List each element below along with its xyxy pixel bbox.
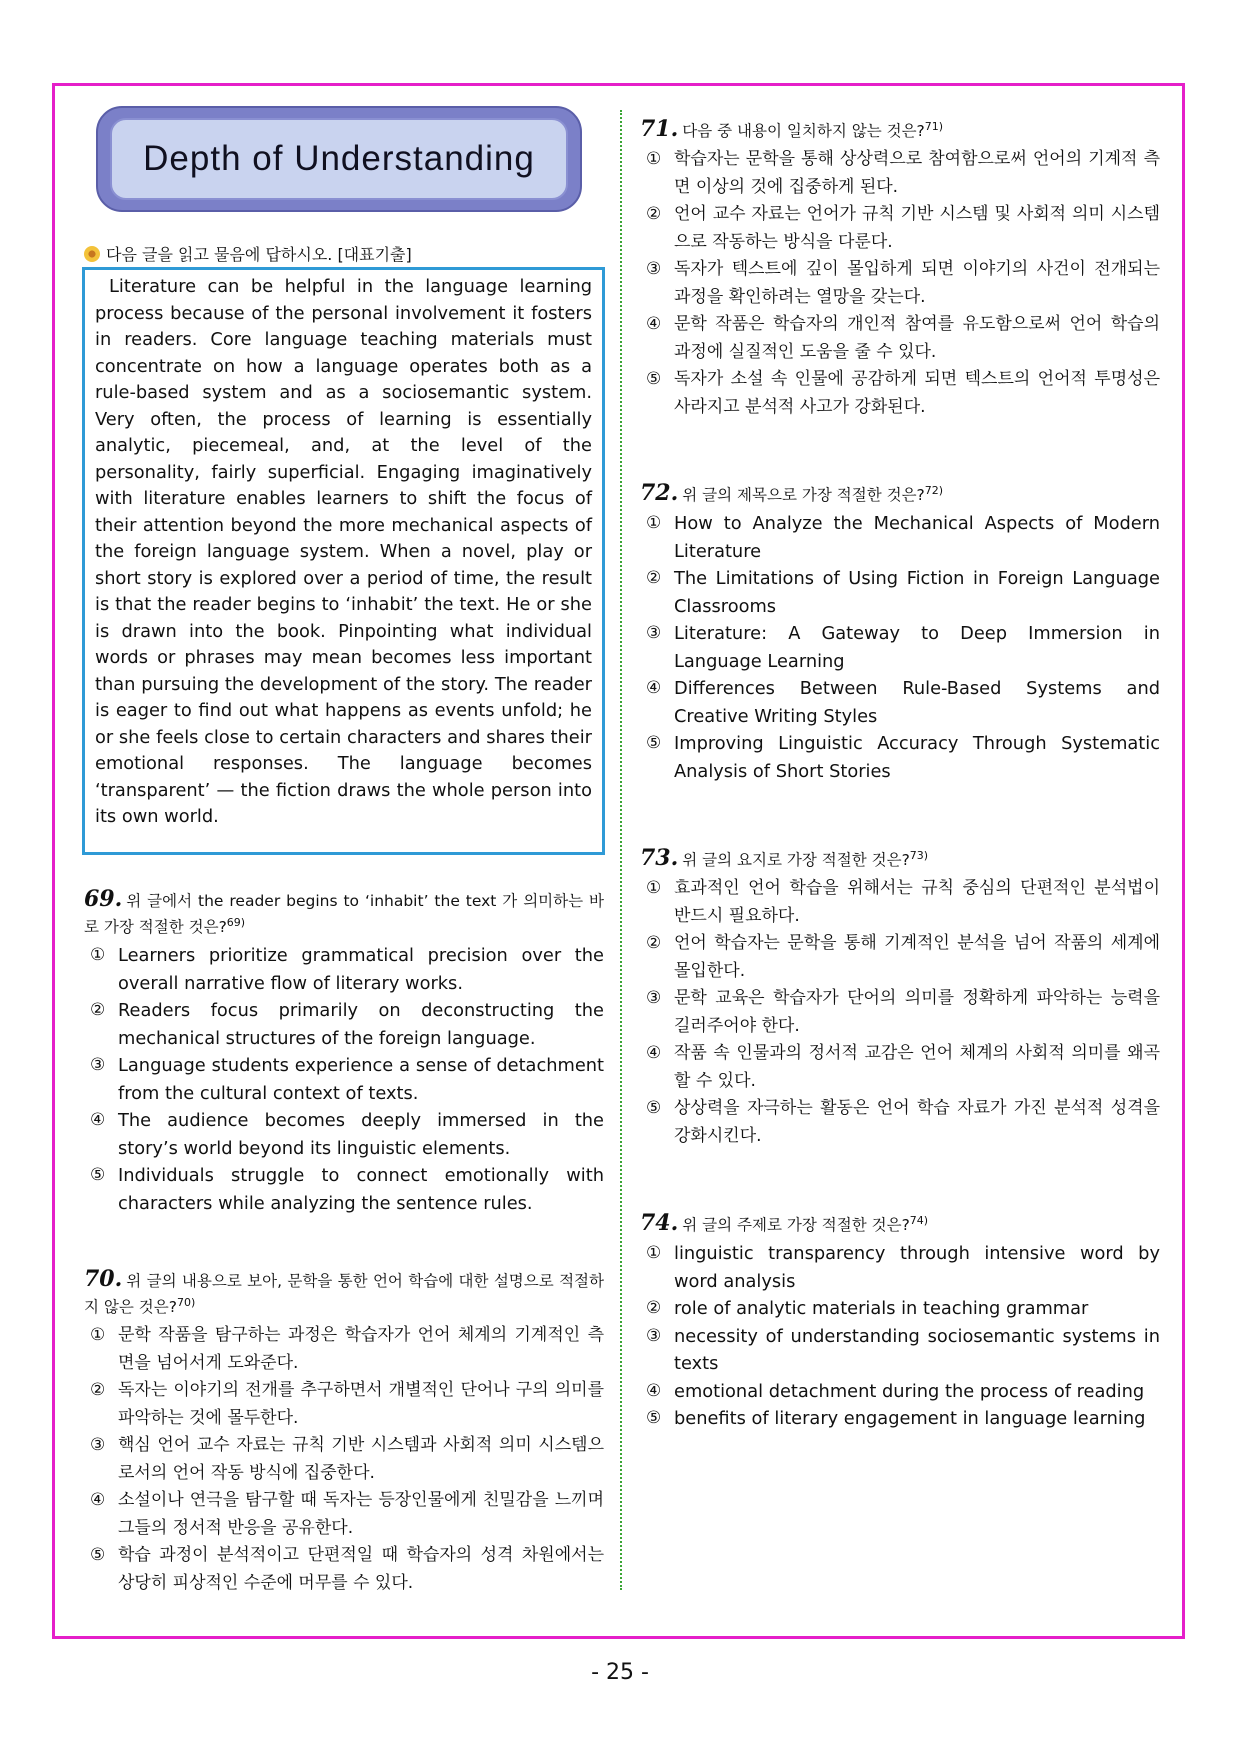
option-5[interactable]	[84, 1162, 604, 1217]
question-number: 73.	[640, 845, 679, 872]
option-mark: ⑤	[646, 369, 662, 390]
option-5[interactable]	[84, 1542, 604, 1597]
option-5[interactable]	[640, 730, 1160, 785]
option-text: 언어 교수 자료는 언어가 규칙 기반 시스템 및 사회적 의미 시스템으로 작동하는 방식을 다룬다.	[674, 204, 1160, 252]
option-mark: ③	[646, 259, 662, 280]
footnote-ref: 71)	[924, 120, 944, 133]
option-text: 효과적인 언어 학습을 위해서는 규칙 중심의 단편적인 분석법이 반드시 필요하다.	[674, 878, 1160, 926]
option-3[interactable]	[640, 1323, 1160, 1378]
instruction-text: 다음 글을 읽고 물음에 답하시오. [대표기출]	[106, 245, 412, 264]
flower-icon	[84, 246, 100, 262]
option-3[interactable]	[640, 985, 1160, 1040]
option-text: Differences Between Rule-Based Systems and Creative Writing Styles	[674, 678, 1160, 727]
option-2[interactable]	[640, 565, 1160, 620]
option-4[interactable]	[640, 1378, 1160, 1406]
options-list	[640, 510, 1160, 785]
option-4[interactable]	[84, 1487, 604, 1542]
question-71	[640, 116, 1160, 421]
option-mark: ②	[646, 204, 662, 225]
option-text: 상상력을 자극하는 활동은 언어 학습 자료가 가진 분석적 성격을 강화시킨다.	[674, 1098, 1160, 1146]
question-70	[84, 1268, 604, 1597]
option-text: Learners prioritize grammatical precision over the overall narrative flow of literary works.	[118, 945, 604, 994]
option-mark: ⑤	[90, 1545, 106, 1566]
question-73	[640, 845, 1160, 1150]
option-text: The audience becomes deeply immersed in the story’s world beyond its linguistic elements.	[118, 1110, 604, 1159]
question-number: 72.	[640, 480, 679, 507]
options-list	[640, 1240, 1160, 1433]
option-mark: ①	[646, 1243, 662, 1264]
option-text: 문학 작품을 탐구하는 과정은 학습자가 언어 체계의 기계적인 측면을 넘어서게 도와준다.	[118, 1325, 604, 1373]
options-list	[84, 1322, 604, 1597]
option-text: emotional detachment during the process of reading	[674, 1380, 1145, 1402]
footnote-ref: 73)	[909, 849, 929, 862]
option-text: 독자가 텍스트에 깊이 몰입하게 되면 이야기의 사건이 전개되는 과정을 확인하려는 열망을 갖는다.	[674, 259, 1160, 307]
option-1[interactable]	[640, 875, 1160, 930]
question-number: 69.	[84, 886, 123, 912]
option-5[interactable]	[640, 1405, 1160, 1433]
option-text: Literature: A Gateway to Deep Immersion in Language Learning	[674, 623, 1160, 672]
question-prompt: 다음 중 내용이 일치하지 않는 것은?	[682, 122, 925, 141]
option-2[interactable]	[84, 997, 604, 1052]
footnote-ref: 72)	[924, 484, 944, 497]
option-mark: ④	[646, 1043, 662, 1064]
option-1[interactable]	[640, 510, 1160, 565]
question-header	[640, 480, 1160, 506]
option-text: 작품 속 인물과의 정서적 교감은 언어 체계의 사회적 의미를 왜곡할 수 있다.	[674, 1043, 1160, 1091]
question-69	[84, 888, 604, 1217]
option-2[interactable]	[640, 930, 1160, 985]
option-text: How to Analyze the Mechanical Aspects of Modern Literature	[674, 513, 1160, 562]
option-mark: ③	[646, 623, 662, 644]
option-text: Language students experience a sense of detachment from the cultural context of texts.	[118, 1055, 604, 1104]
option-4[interactable]	[640, 311, 1160, 366]
option-mark: ⑤	[646, 1098, 662, 1119]
option-2[interactable]	[640, 201, 1160, 256]
footnote-ref: 74)	[909, 1214, 929, 1227]
option-text: 독자가 소설 속 인물에 공감하게 되면 텍스트의 언어적 투명성은 사라지고 분석적 사고가 강화된다.	[674, 369, 1160, 417]
instruction	[84, 242, 412, 265]
title-banner-inner	[110, 118, 568, 200]
option-1[interactable]	[640, 1240, 1160, 1295]
option-3[interactable]	[84, 1052, 604, 1107]
option-mark: ⑤	[646, 1408, 662, 1429]
option-mark: ⑤	[90, 1165, 106, 1186]
options-list	[640, 146, 1160, 421]
options-list	[84, 942, 604, 1217]
option-text: 소설이나 연극을 탐구할 때 독자는 등장인물에게 친밀감을 느끼며 그들의 정서적 반응을 공유한다.	[118, 1490, 604, 1538]
option-mark: ②	[646, 568, 662, 589]
option-text: 학습 과정이 분석적이고 단편적일 때 학습자의 성격 차원에서는 상당히 피상적인 수준에 머무를 수 있다.	[118, 1545, 604, 1593]
option-mark: ④	[90, 1490, 106, 1511]
question-header	[84, 1268, 604, 1318]
option-2[interactable]	[640, 1295, 1160, 1323]
question-prompt: 위 글의 내용으로 보아, 문학을 통한 언어 학습에 대한 설명으로 적절하지 않은 것은?	[84, 1272, 604, 1317]
option-text: Individuals struggle to connect emotionally with characters while analyzing the sentence rules.	[118, 1165, 604, 1214]
option-3[interactable]	[640, 620, 1160, 675]
question-number: 70.	[84, 1266, 123, 1292]
question-prompt: 위 글의 제목으로 가장 적절한 것은?	[682, 486, 925, 505]
footnote-ref: 70)	[176, 1296, 196, 1309]
option-mark: ②	[646, 1298, 662, 1319]
question-72	[640, 480, 1160, 785]
option-mark: ③	[646, 988, 662, 1009]
option-text: The Limitations of Using Fiction in Foreign Language Classrooms	[674, 568, 1160, 617]
question-prompt: 위 글의 주제로 가장 적절한 것은?	[682, 1216, 910, 1235]
option-text: 독자는 이야기의 전개를 추구하면서 개별적인 단어나 구의 의미를 파악하는 것에 몰두한다.	[118, 1380, 604, 1428]
reading-passage	[82, 267, 605, 855]
option-mark: ③	[646, 1325, 662, 1346]
option-1[interactable]	[84, 942, 604, 997]
column-divider	[620, 110, 622, 1590]
option-mark: ②	[90, 1000, 106, 1021]
option-4[interactable]	[640, 675, 1160, 730]
option-mark: ①	[90, 945, 106, 966]
option-text: 문학 교육은 학습자가 단어의 의미를 정확하게 파악하는 능력을 길러주어야 한다.	[674, 988, 1160, 1036]
option-mark: ②	[90, 1380, 106, 1401]
option-mark: ①	[90, 1325, 106, 1346]
option-mark: ①	[646, 149, 662, 170]
option-1[interactable]	[640, 146, 1160, 201]
question-header	[84, 888, 604, 938]
question-number: 71.	[640, 116, 679, 143]
option-text: benefits of literary engagement in language learning	[674, 1408, 1146, 1430]
option-text: 핵심 언어 교수 자료는 규칙 기반 시스템과 사회적 의미 시스템으로서의 언어 작동 방식에 집중한다.	[118, 1435, 604, 1483]
option-mark: ④	[646, 1380, 662, 1401]
option-4[interactable]	[640, 1040, 1160, 1095]
option-text: 언어 학습자는 문학을 통해 기계적인 분석을 넘어 작품의 세계에 몰입한다.	[674, 933, 1160, 981]
option-mark: ②	[646, 933, 662, 954]
option-mark: ④	[90, 1110, 106, 1131]
question-prompt: 위 글에서 the reader begins to ‘inhabit’ the text 가 의미하는 바로 가장 적절한 것은?	[84, 892, 604, 937]
option-text: role of analytic materials in teaching grammar	[674, 1298, 1089, 1320]
page-number: - 25 -	[591, 1660, 649, 1685]
passage-text: Literature can be helpful in the language learning process because of the personal involvement it fosters in readers. Core language teaching materials must concentrate on how a language operates both as a rule-based system and as a sociosemantic system. Very often, the process of learning is essentially analytic, piecemeal, and, at the level of the personality, fairly superficial. Engaging imaginatively with literature enables learners to shift the focus of their attention beyond the more mechanical aspects of the foreign language system. When a novel, play or short story is explored over a period of time, the result is that the reader begins to ‘inhabit’ the text. He or she is drawn into the book. Pinpointing what individual words or phrases may mean becomes less important than pursuing the development of the story. The reader is eager to find out what happens as events unfold; he or she feels close to certain characters and shares their emotional responses. The language becomes ‘transparent’ — the fiction draws the whole person into its own world.	[95, 276, 592, 827]
option-mark: ①	[646, 878, 662, 899]
option-3[interactable]	[84, 1432, 604, 1487]
question-number: 74.	[640, 1210, 679, 1237]
footnote-ref: 69)	[226, 916, 246, 929]
option-mark: ④	[646, 678, 662, 699]
option-text: 문학 작품은 학습자의 개인적 참여를 유도함으로써 언어 학습의 과정에 실질적인 도움을 줄 수 있다.	[674, 314, 1160, 362]
title-banner	[96, 106, 582, 212]
option-mark: ①	[646, 513, 662, 534]
options-list	[640, 875, 1160, 1150]
option-mark: ③	[90, 1055, 106, 1076]
question-74	[640, 1210, 1160, 1433]
option-1[interactable]	[84, 1322, 604, 1377]
question-header	[640, 116, 1160, 142]
option-text: Improving Linguistic Accuracy Through Systematic Analysis of Short Stories	[674, 733, 1160, 782]
question-header	[640, 1210, 1160, 1236]
option-mark: ④	[646, 314, 662, 335]
option-5[interactable]	[640, 366, 1160, 421]
option-mark: ⑤	[646, 733, 662, 754]
option-3[interactable]	[640, 256, 1160, 311]
option-5[interactable]	[640, 1095, 1160, 1150]
option-text: necessity of understanding sociosemantic systems in texts	[674, 1325, 1160, 1375]
option-text: Readers focus primarily on deconstructing the mechanical structures of the foreign language.	[118, 1000, 604, 1049]
question-prompt: 위 글의 요지로 가장 적절한 것은?	[682, 851, 910, 870]
option-text: linguistic transparency through intensive word by word analysis	[674, 1243, 1160, 1292]
page-title: Depth of Understanding	[143, 139, 535, 178]
option-mark: ③	[90, 1435, 106, 1456]
option-4[interactable]	[84, 1107, 604, 1162]
option-2[interactable]	[84, 1377, 604, 1432]
question-header	[640, 845, 1160, 871]
option-text: 학습자는 문학을 통해 상상력으로 참여함으로써 언어의 기계적 측면 이상의 것에 집중하게 된다.	[674, 149, 1160, 197]
